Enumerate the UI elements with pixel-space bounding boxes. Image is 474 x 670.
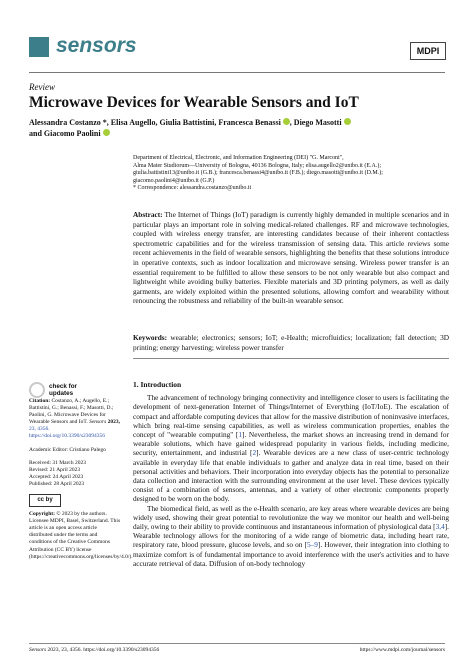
date-received: Received: 31 March 2023 [29, 459, 86, 466]
reference-link[interactable]: 2 [252, 448, 257, 458]
footer-journal-url[interactable]: https://www.mdpi.com/journal/sensors [359, 647, 445, 653]
section-heading: 1. Introduction [133, 380, 182, 389]
citation-doi-link[interactable]: 23, 4356. https://doi.org/10.3390/s23094356 [29, 426, 105, 440]
orcid-icon[interactable] [283, 118, 290, 125]
paragraph-text: The advancement of technology bringing connectivity and intelligence closer to users is facilitating the development of next-generation Internet of Things/Internet of Everything (IoT/IoE). The escalation of compact and affordable computing devices that allow for the massive distribution of noninvasive interfaces, which bring real-time sensing capabilities, as well as wireless communication properties, enables the concept of "wearable computing" [ [133, 393, 449, 440]
date-revised: Revised: 21 April 2023 [29, 466, 81, 473]
citation-label: Citation: [29, 398, 51, 404]
keywords [133, 333, 449, 352]
copyright [29, 511, 133, 561]
abstract-label: Abstract: [133, 210, 163, 219]
copyright-label: Copyright: [29, 511, 55, 518]
header-divider [29, 72, 445, 73]
citation [29, 398, 121, 441]
publisher-logo[interactable]: MDPI [410, 42, 446, 60]
affiliation-block [133, 155, 449, 193]
article-title: Microwave Devices for Wearable Sensors and IoT [29, 94, 359, 111]
orcid-icon[interactable] [103, 129, 110, 136]
abstract-text: The Internet of Things (IoT) paradigm is currently highly demanded in multiple scenarios and in particular plays an important role in solving medical-related challenges. RF and microwave technologies, coupled with wireless energy transfer, are interesting candidates because of their inherent contactless spectrometric capabilities and for the wireless transmission of sensing data. This article reviews some recent achievements in the field of wearable sensors, highlighting the benefits that these solutions introduce in operative contexts, such as indoor localization and microwave sensing. Wireless power transfer is an essential requirement to be fulfilled to allow these sensors to be not only wearable but also compact and lightweight while avoiding bulky batteries. Flexible materials and 3D printing polymers, as well as daily garments, are widely exploited within the presented solutions, allowing comfort and wearability without renouncing the robustness and reliability of the built-in wearable sensor. [133, 210, 449, 306]
paragraph-text: ]. Nevertheless, the market shows an increasing trend in demand for wearable solutions, which have gained widespread popularity in various fields, including medicine, security, entertainment, and industrial [ [133, 430, 449, 458]
citation-text: Costanzo, A.; Augello, E.; Battistini, G.; Benassi, F.; Masotti, D.; Paolini, G. Microwave Devices for Wearable Sensors and IoT. [29, 398, 114, 426]
paragraph-text: The biomedical field, as well as the e-Health scenario, are key areas where wearable devices are being widely used, showing their great potential to revolutionize the way we monitor our health and well-being daily, owing to their ability to provide continuous and instantaneous information of physiological data [ [133, 503, 449, 532]
authors-text: , Diego Masotti [289, 118, 342, 127]
orcid-icon[interactable] [344, 118, 351, 125]
affiliation-line: Alma Mater Studiorum—University of Bologna, 40136 Bologna, Italy; elisa.augello2@unibo.it (E.A.); [133, 162, 381, 169]
footer-citation [29, 647, 159, 653]
check-line: updates [49, 390, 74, 397]
paragraph-text: ]. However, their integration into clothing to maximize comfort is of fundamental importance to avoid interference with the user's activities and to have accurate retrieval of data. Diffusion of on-body technology [133, 540, 449, 568]
footer-divider [29, 643, 445, 644]
citation-journal: Sensors [89, 419, 107, 426]
reference-link[interactable]: 5–9 [306, 540, 318, 550]
reference-link[interactable]: 1 [238, 430, 243, 440]
paragraph [133, 504, 449, 568]
introduction-section [133, 380, 449, 568]
keywords-label: Keywords: [133, 333, 168, 342]
article-info-column [29, 398, 133, 567]
journal-logo-icon [29, 37, 49, 57]
check-line: check for [49, 383, 77, 390]
paragraph-text: ]. Wearable technology allows for the monitoring of a wide range of biometric data, including heart rate, respiratory rate, blood pressure, glucose levels, and so on [ [133, 522, 449, 550]
keywords-divider [133, 358, 449, 359]
correspondence: * Correspondence: alessandra.costanzo@unibo.it [133, 185, 252, 192]
reference-link[interactable]: 3,4 [435, 522, 445, 532]
check-for-updates-icon [29, 382, 45, 398]
cc-license-icon[interactable]: cc by [29, 494, 61, 507]
affiliation-line: giacomo.paolini4@unibo.it (G.P.) [133, 177, 215, 184]
footer-cite-text: 2023, 23, 4356. https://doi.org/10.3390/s23094356 [46, 647, 160, 653]
author-list [29, 117, 449, 139]
article-type: Review [29, 82, 55, 92]
academic-editor: Academic Editor: Cristiano Palego [29, 446, 106, 453]
journal-name[interactable]: sensors [56, 34, 137, 57]
affiliation-line: giulia.battistini13@unibo.it (G.B.); francesca.benassi4@unibo.it (F.B.); diego.masotti@unibo.it (D.M.); [133, 170, 383, 177]
paragraph-text: ]. Wearable devices are a new class of user-centric technology available in everyday life that enable individuals to gather and analyze data in real time, based on their personal activities and behaviors. Their incorporation into everyday objects has the potential to personalize data collection and interaction with the surrounding environment at the user level. These devices typically consist of a combination of sensors, antennas, and a variety of other electronic components properly designed to be worn on the body. [133, 448, 449, 504]
dates [29, 460, 121, 488]
date-published: Published: 28 April 2023 [29, 480, 85, 487]
keywords-text: wearable; electronics; sensors; IoT; e-Health; microfluidics; localization; fall detection; 3D printing; energy harvesting; wireless power transfer [133, 333, 449, 352]
authors-text: and Giacomo Paolini [29, 129, 101, 138]
footer-journal: Sensors [29, 647, 47, 653]
paragraph [133, 393, 449, 503]
citation-volume: 2023, [106, 419, 120, 426]
authors-text: Alessandra Costanzo *, Elisa Augello, Giulia Battistini, Francesca Benassi [29, 118, 281, 127]
copyright-text: © 2023 by the authors. Licensee MDPI, Basel, Switzerland. This article is an open access article distributed under the terms and conditions of the Creative Commons Attribution (CC BY) license (https://creativecommons.org/licenses/by/4.0/). [29, 511, 133, 560]
check-for-updates-label [49, 383, 77, 397]
affiliation-line: Department of Electrical, Electronic, and Information Engineering (DEI) "G. Marconi", [133, 155, 344, 161]
abstract [133, 210, 449, 306]
date-accepted: Accepted: 24 April 2023 [29, 473, 84, 480]
